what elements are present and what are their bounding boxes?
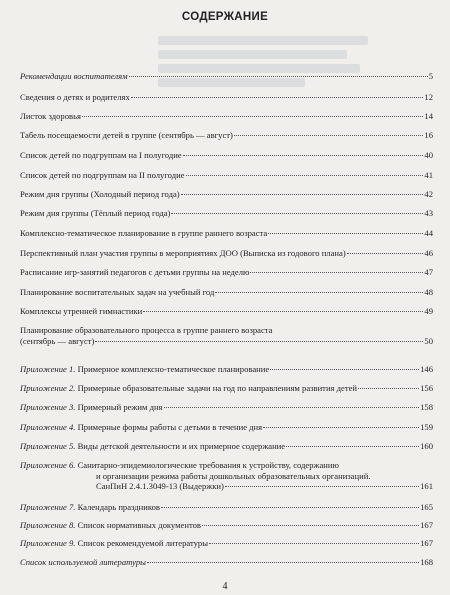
toc-entry-page: 156 bbox=[420, 383, 433, 393]
dot-leader bbox=[358, 388, 419, 389]
toc-entry-title: Виды детской деятельности и их примерное содержание bbox=[77, 441, 286, 451]
dot-leader bbox=[161, 507, 419, 508]
toc-entry-title: Список детей по подгруппам на II полугодие bbox=[20, 170, 185, 180]
toc-entry[interactable] bbox=[20, 189, 433, 200]
toc-entry-page: 46 bbox=[424, 248, 433, 258]
dot-leader bbox=[202, 525, 419, 526]
toc-entry-page: 165 bbox=[420, 502, 433, 512]
page-title: СОДЕРЖАНИЕ bbox=[181, 11, 269, 23]
appendix-label: Приложение 5. bbox=[20, 441, 76, 451]
dot-leader bbox=[270, 369, 419, 370]
toc-appendix-entry[interactable] bbox=[20, 520, 433, 531]
toc-entry[interactable] bbox=[20, 325, 433, 346]
appendix-label: Приложение 1. bbox=[20, 364, 76, 374]
appendix-label: Приложение 8. bbox=[20, 520, 76, 530]
dot-leader bbox=[82, 116, 423, 117]
dot-leader bbox=[171, 213, 423, 214]
dot-leader bbox=[129, 76, 428, 77]
toc-entry-title: Примерный режим дня bbox=[77, 402, 163, 412]
toc-entry-page: 168 bbox=[420, 557, 433, 567]
toc-entry-page: 12 bbox=[424, 92, 433, 102]
appendix-label: Приложение 7. bbox=[20, 502, 76, 512]
dot-leader bbox=[164, 407, 420, 408]
toc-entry-title: Сведения о детях и родителях bbox=[20, 92, 130, 102]
toc-entry-title: Расписание игр-занятий педагогов с детьми группы на неделю bbox=[20, 267, 250, 277]
toc-entry[interactable] bbox=[20, 557, 433, 568]
toc-entry-page: 159 bbox=[420, 422, 433, 432]
toc-entry-title-line1: Санитарно-эпидемиологические требования к устройству, содержанию bbox=[77, 460, 339, 470]
toc-entry[interactable] bbox=[20, 228, 433, 239]
toc-entry-title-line2: и организации режима работы дошкольных образовательных организаций. bbox=[96, 470, 371, 481]
dot-leader bbox=[95, 341, 423, 342]
toc-entry-page: 47 bbox=[424, 267, 433, 277]
dot-leader bbox=[131, 97, 424, 98]
toc-entry-page: 158 bbox=[420, 402, 433, 412]
toc-entry-page: 161 bbox=[420, 481, 433, 491]
toc-entry-page: 49 bbox=[424, 306, 433, 316]
toc-entry-title: Примерные формы работы с детьми в течение дня bbox=[77, 422, 263, 432]
dot-leader bbox=[263, 427, 419, 428]
toc-entry[interactable] bbox=[20, 287, 433, 298]
toc-entry[interactable] bbox=[20, 92, 433, 103]
toc-entry[interactable] bbox=[20, 208, 433, 219]
toc-appendix-entry[interactable] bbox=[20, 383, 433, 394]
toc-entry-page: 41 bbox=[424, 170, 433, 180]
appendix-label: Приложение 3. bbox=[20, 402, 76, 412]
toc-entry[interactable] bbox=[20, 170, 433, 181]
toc-entry[interactable] bbox=[20, 150, 433, 161]
toc-entry-page: 42 bbox=[424, 189, 433, 199]
dot-leader bbox=[181, 194, 424, 195]
page-number: 4 bbox=[222, 581, 228, 592]
toc-entry-title: Листок здоровья bbox=[20, 111, 81, 121]
appendix-label: Приложение 6. bbox=[20, 460, 76, 470]
dot-leader bbox=[268, 233, 423, 234]
dot-leader bbox=[183, 155, 424, 156]
toc-entry-page: 50 bbox=[424, 335, 433, 346]
dot-leader bbox=[215, 292, 423, 293]
toc-entry-title-line3: СанПиН 2.4.1.3049-13 (Выдержки) bbox=[96, 481, 224, 491]
toc-entry-page: 167 bbox=[420, 538, 433, 548]
toc-appendix-entry[interactable] bbox=[20, 422, 433, 433]
dot-leader bbox=[143, 311, 423, 312]
toc-entry-page: 5 bbox=[428, 71, 433, 81]
toc-entry-page: 146 bbox=[420, 364, 433, 374]
toc-appendix-entry[interactable] bbox=[20, 441, 433, 452]
toc-entry-title: Примерное комплексно-тематическое планирование bbox=[77, 364, 270, 374]
toc-entry[interactable] bbox=[20, 130, 433, 141]
appendix-label: Приложение 9. bbox=[20, 538, 76, 548]
dot-leader bbox=[186, 175, 424, 176]
toc-entry-title: Список рекомендуемой литературы bbox=[77, 538, 208, 548]
toc-entry[interactable] bbox=[20, 111, 433, 122]
toc-entry[interactable] bbox=[20, 306, 433, 317]
toc-entry-page: 167 bbox=[420, 520, 433, 530]
toc-entry-title-line2: (сентябрь — август) bbox=[20, 335, 95, 346]
toc-entry-page: 160 bbox=[420, 441, 433, 451]
toc-entry-title: Табель посещаемости детей в группе (сентябрь — август) bbox=[20, 130, 233, 140]
dot-leader bbox=[286, 446, 419, 447]
toc-entry-title: Режим дня группы (Тёплый период года) bbox=[20, 208, 171, 218]
dot-leader bbox=[225, 486, 419, 487]
toc-entry-title: Календарь праздников bbox=[77, 502, 160, 512]
toc-appendix-entry[interactable] bbox=[20, 402, 433, 413]
toc-entry-page: 44 bbox=[424, 228, 433, 238]
toc-entry-title: Список используемой литературы bbox=[20, 557, 146, 567]
toc-entry-title: Комплексно-тематическое планирование в группе раннего возраста bbox=[20, 228, 268, 238]
dot-leader bbox=[347, 253, 424, 254]
toc-entry[interactable] bbox=[20, 248, 433, 259]
toc-entry-page: 48 bbox=[424, 287, 433, 297]
toc-entry-page: 40 bbox=[424, 150, 433, 160]
toc-entry-title: Рекомендации воспитателям bbox=[20, 71, 128, 81]
toc-entry-page: 43 bbox=[424, 208, 433, 218]
dot-leader bbox=[147, 562, 419, 563]
toc-entry-title: Режим дня группы (Холодный период года) bbox=[20, 189, 180, 199]
toc-entry-title: Перспективный план участия группы в мероприятиях ДОО (Выписка из годового плана) bbox=[20, 248, 346, 258]
toc-appendix-entry[interactable] bbox=[20, 538, 433, 549]
toc-entry[interactable] bbox=[20, 71, 433, 82]
toc-entry[interactable] bbox=[20, 267, 433, 278]
dot-leader bbox=[250, 272, 423, 273]
appendix-label: Приложение 4. bbox=[20, 422, 76, 432]
toc-entry-title: Комплексы утренней гимнастики bbox=[20, 306, 143, 316]
dot-leader bbox=[209, 543, 419, 544]
appendix-label: Приложение 2. bbox=[20, 383, 76, 393]
toc-entry-title: Список нормативных документов bbox=[77, 520, 201, 530]
toc-appendix-entry[interactable] bbox=[20, 460, 433, 492]
dot-leader bbox=[234, 135, 424, 136]
toc-entry-title: Планирование воспитательных задач на учебный год bbox=[20, 287, 215, 297]
toc-entry-title: Примерные образовательные задачи на год по направлениям развития детей bbox=[77, 383, 357, 393]
toc-entry-title-line1: Планирование образовательного процесса в группе раннего возраста bbox=[20, 325, 273, 335]
toc-entry-page: 16 bbox=[424, 130, 433, 140]
toc-appendix-entry[interactable] bbox=[20, 364, 433, 375]
toc-appendix-entry[interactable] bbox=[20, 502, 433, 513]
toc-entry-page: 14 bbox=[424, 111, 433, 121]
toc-entry-title: Список детей по подгруппам на I полугодие bbox=[20, 150, 182, 160]
